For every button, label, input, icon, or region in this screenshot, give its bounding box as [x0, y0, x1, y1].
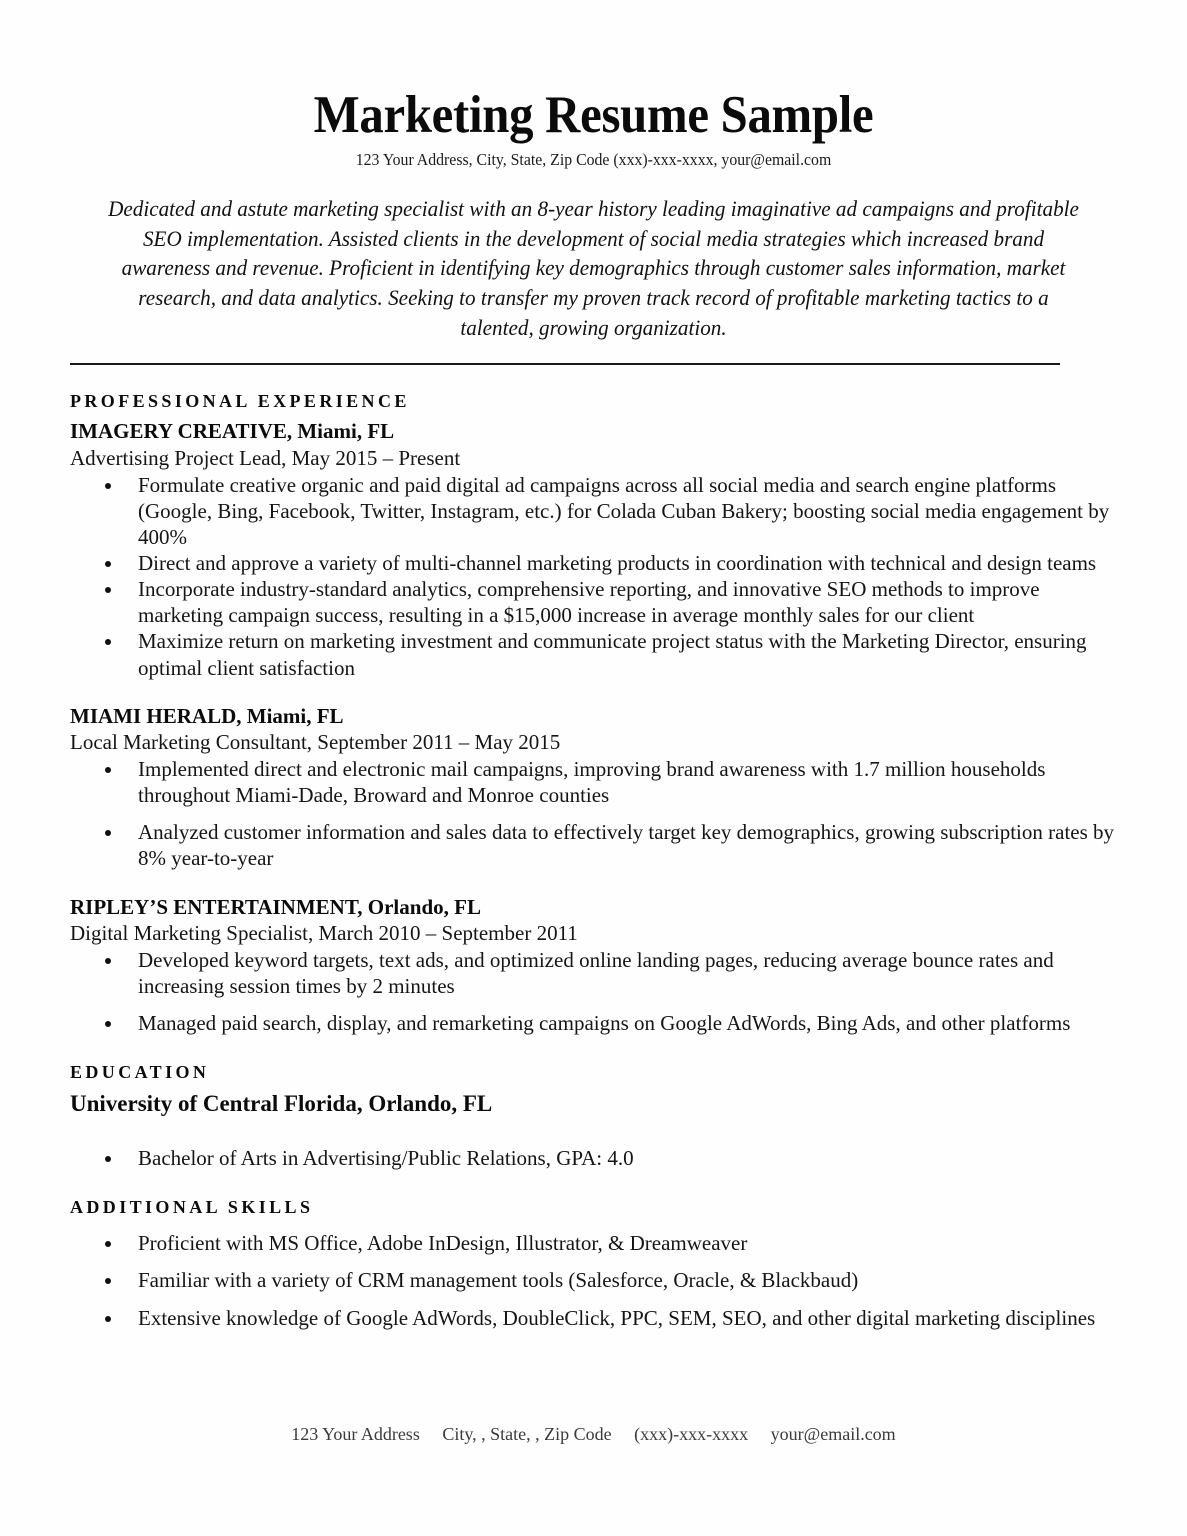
job-company: IMAGERY CREATIVE, Miami, FL	[70, 419, 395, 444]
education-bullet-list	[70, 1145, 1117, 1171]
list-item: Incorporate industry-standard analytics, comprehensive reporting, and innovative SEO methods to improve marketing campaign success, resulting in a $15,000 increase in average monthly sales for our client	[70, 576, 1117, 628]
page-footer	[0, 1424, 1187, 1445]
list-item: Managed paid search, display, and remarketing campaigns on Google AdWords, Bing Ads, and other platforms	[70, 1010, 1117, 1036]
job-entry-imagery-creative	[70, 418, 1117, 680]
job-role-dates: Advertising Project Lead, May 2015 – Present	[70, 445, 461, 470]
list-item: Analyzed customer information and sales data to effectively target key demographics, growing subscription rates by 8% year-to-year	[70, 819, 1117, 871]
list-item: Familiar with a variety of CRM management tools (Salesforce, Oracle, & Blackbaud)	[70, 1267, 1117, 1293]
professional-summary: Dedicated and astute marketing specialist with an 8-year history leading imaginative ad campaigns and profitable SEO implementation. Assisted clients in the development of social media strategies which increased brand awareness and revenue. Proficient in identifying key demographics through customer sales information, market research, and data analytics. Seeking to transfer my proven track record of profitable marketing tactics to a talented, growing organization.	[108, 195, 1079, 341]
job-company: RIPLEY’S ENTERTAINMENT, Orlando, FL	[70, 894, 481, 919]
footer-city-state-zip: City, , State, , Zip Code	[442, 1424, 612, 1444]
list-item: Developed keyword targets, text ads, and optimized online landing pages, reducing average bounce rates and increasing session times by 2 minutes	[70, 947, 1117, 999]
education-school: University of Central Florida, Orlando, FL	[70, 1091, 493, 1117]
section-heading-education: EDUCATION	[70, 1062, 210, 1083]
list-item: Direct and approve a variety of multi-channel marketing products in coordination with technical and design teams	[70, 550, 1117, 576]
job-entry-miami-herald	[70, 703, 1117, 872]
job-role-dates: Digital Marketing Specialist, March 2010 – September 2011	[70, 921, 578, 946]
list-item: Bachelor of Arts in Advertising/Public Relations, GPA: 4.0	[70, 1145, 1117, 1171]
job-entry-ripleys-entertainment	[70, 894, 1117, 1037]
list-item: Maximize return on marketing investment and communicate project status with the Marketing Director, ensuring optimal client satisfaction	[70, 628, 1117, 680]
job-bullet-list	[70, 756, 1117, 872]
list-item: Extensive knowledge of Google AdWords, DoubleClick, PPC, SEM, SEO, and other digital marketing disciplines	[70, 1305, 1117, 1331]
section-heading-skills: ADDITIONAL SKILLS	[70, 1197, 314, 1218]
job-bullet-list	[70, 472, 1117, 681]
job-role-dates: Local Marketing Consultant, September 2011 – May 2015	[70, 730, 561, 755]
job-bullet-list	[70, 947, 1117, 1036]
list-item: Formulate creative organic and paid digital ad campaigns across all social media and search engine platforms (Google, Bing, Facebook, Twitter, Instagram, etc.) for Colada Cuban Bakery; boosting social media engagement by 400%	[70, 472, 1117, 550]
resume-content	[70, 0, 1117, 1331]
footer-email: your@email.com	[770, 1424, 896, 1444]
section-heading-experience: PROFESSIONAL EXPERIENCE	[70, 391, 410, 412]
header-divider	[70, 363, 1060, 365]
page-title: Marketing Resume Sample	[313, 86, 874, 144]
skills-bullet-list	[70, 1230, 1117, 1330]
header-contact-line: 123 Your Address, City, State, Zip Code (xxx)-xxx-xxxx, your@email.com	[355, 149, 832, 169]
footer-phone: (xxx)-xxx-xxxx	[634, 1424, 749, 1444]
footer-address: 123 Your Address	[291, 1424, 420, 1444]
job-company: MIAMI HERALD, Miami, FL	[70, 703, 344, 728]
list-item: Implemented direct and electronic mail campaigns, improving brand awareness with 1.7 million households throughout Miami-Dade, Broward and Monroe counties	[70, 756, 1117, 808]
list-item: Proficient with MS Office, Adobe InDesign, Illustrator, & Dreamweaver	[70, 1230, 1117, 1256]
